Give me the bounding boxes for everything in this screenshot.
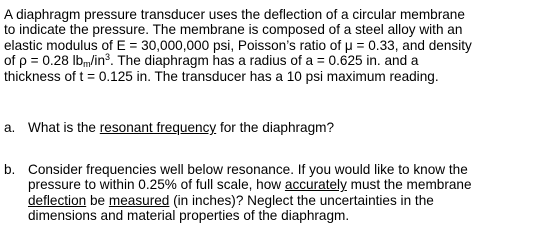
question-a-marker: a.	[4, 120, 16, 135]
question-b-line-2	[28, 177, 472, 192]
question-a-line	[28, 120, 334, 135]
density-text: of ρ = 0.28 lb	[4, 53, 84, 69]
radius-text: . The diaphragm has a radius of a = 0.625 in. and a	[110, 53, 419, 69]
question-b-marker: b.	[4, 162, 16, 177]
statement-line-3: elastic modulus of E = 30,000,000 psi, Poisson’s ratio of μ = 0.33, and density	[4, 37, 472, 53]
problem-statement	[4, 7, 555, 84]
deflection-underlined: deflection	[28, 192, 87, 208]
question-b-text	[28, 162, 472, 224]
problem-document	[4, 7, 555, 224]
measured-underlined: measured	[108, 192, 170, 208]
accurately-underlined: accurately	[284, 177, 347, 193]
statement-line-4	[4, 53, 555, 68]
question-b-l2-pre: pressure to within 0.25% of full scale, how	[28, 177, 285, 193]
density-unit-text: /in	[90, 53, 106, 69]
question-b-line-4: dimensions and material properties of the diaphragm.	[28, 208, 350, 224]
question-b-l3-mid: be	[86, 192, 109, 208]
question-a-post: for the diaphragm?	[216, 120, 335, 135]
question-a-text	[28, 120, 334, 135]
statement-line-1: A diaphragm pressure transducer uses the deflection of a circular membrane	[4, 7, 465, 22]
question-b-line-1: Consider frequencies well below resonance. If you would like to know the	[28, 162, 468, 177]
statement-line-5: thickness of t = 0.125 in. The transducer has a 10 psi maximum reading.	[4, 68, 439, 84]
question-a-pre: What is the	[28, 120, 100, 135]
question-b-l3-post: (in inches)? Neglect the uncertainties in the	[169, 192, 434, 208]
statement-line-2: to indicate the pressure. The membrane is composed of a steel alloy with an	[4, 22, 463, 38]
mass-subscript: m	[83, 59, 91, 70]
question-b-l2-post: must the membrane	[346, 177, 472, 193]
resonant-frequency-underlined: resonant frequency	[99, 120, 217, 135]
cubic-superscript: 3	[105, 52, 111, 63]
question-b-line-3	[28, 193, 472, 208]
